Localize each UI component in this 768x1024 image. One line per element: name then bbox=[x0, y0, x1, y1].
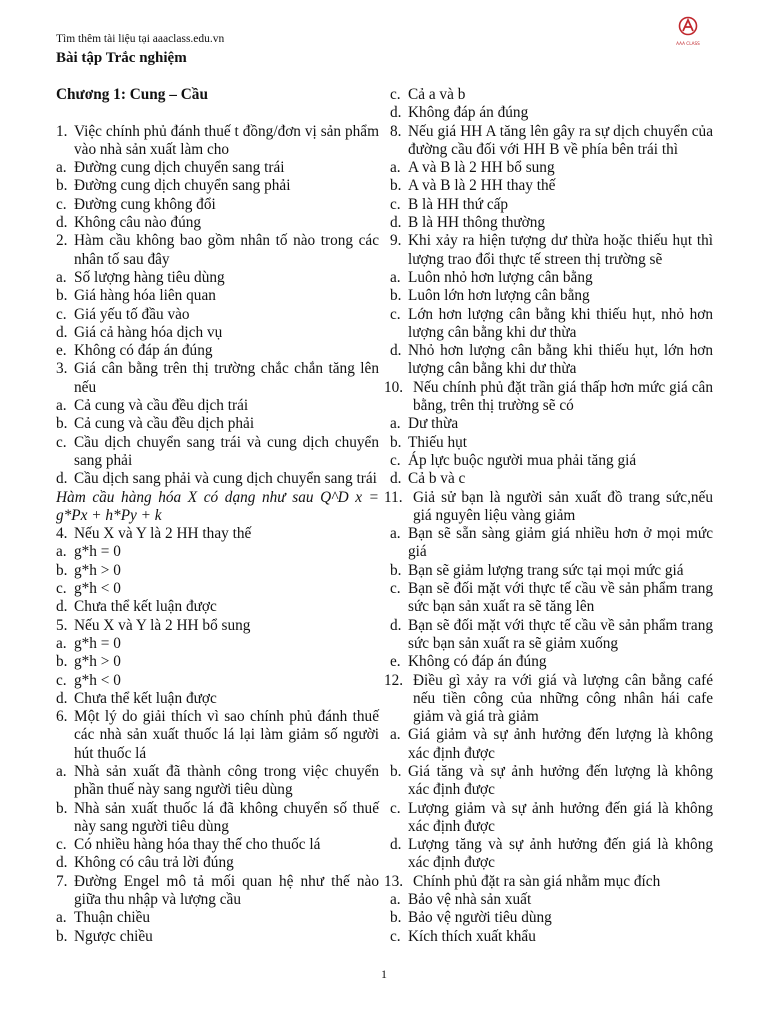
question-6-option-d: d. Không có câu trả lời đúng bbox=[56, 854, 234, 872]
question-2-option-d: d. Giá cả hàng hóa dịch vụ bbox=[56, 323, 223, 341]
question-2-option-b: b. Giá hàng hóa liên quan bbox=[56, 287, 216, 305]
question-2: 2. Hàm cầu không bao gồm nhân tố nào trong các nhân tố sau đây bbox=[56, 232, 379, 268]
question-7-option-b: b. Ngược chiều bbox=[56, 927, 153, 945]
question-7-option-d: d. Không đáp án đúng bbox=[390, 104, 529, 122]
question-3: 3. Giá cân bằng trên thị trường chắc chắn tăng lên nếu bbox=[56, 360, 379, 396]
question-7-option-a: a. Thuận chiều bbox=[56, 909, 151, 927]
question-8-option-b: b. A và B là 2 HH thay thế bbox=[390, 177, 556, 195]
question-1-option-c: c. Đường cung không đổi bbox=[56, 195, 216, 213]
question-12-option-d: d. Lượng tăng và sự ảnh hưởng đến giá là không xác định được bbox=[390, 836, 713, 872]
question-13: 13. Chính phủ đặt ra sàn giá nhằm mục đích bbox=[384, 872, 661, 890]
question-8-option-c: c. B là HH thứ cấp bbox=[390, 195, 509, 213]
question-10-option-d: d. Cả b và c bbox=[390, 470, 466, 488]
question-4-option-c: c. g*h < 0 bbox=[56, 580, 121, 598]
question-11-option-b: b. Bạn sẽ giảm lượng trang sức tại mọi mức giá bbox=[390, 561, 684, 579]
question-2-option-e: e. Không có đáp án đúng bbox=[56, 342, 213, 360]
question-1-option-d: d. Không câu nào đúng bbox=[56, 214, 202, 232]
question-6-option-c: c. Có nhiều hàng hóa thay thế cho thuốc lá bbox=[56, 836, 321, 854]
question-5-option-a: a. g*h = 0 bbox=[56, 634, 121, 652]
question-11-option-a: a. Bạn sẽ sẵn sàng giảm giá nhiều hơn ở mọi mức giá bbox=[390, 525, 713, 561]
question-4: 4. Nếu X và Y là 2 HH thay thế bbox=[56, 525, 252, 543]
question-13-option-c: c. Kích thích xuất khẩu bbox=[390, 927, 536, 945]
question-1-option-b: b. Đường cung dịch chuyển sang phải bbox=[56, 177, 291, 195]
aaa-class-logo bbox=[676, 16, 700, 48]
question-6-option-a: a. Nhà sản xuất đã thành công trong việc chuyển phần thuế này sang người tiêu dùng bbox=[56, 762, 379, 799]
question-9-option-c: c. Lớn hơn lượng cân bằng khi thiếu hụt, nhỏ hơn lượng cân bằng khi dư thừa bbox=[390, 305, 713, 341]
header-source-note: Tìm thêm tài liệu tại aaaclass.edu.vn bbox=[56, 33, 225, 45]
question-7: 7. Đường Engel mô tả mối quan hệ như thế nào giữa thu nhập và lượng cầu bbox=[56, 872, 379, 909]
question-5-option-c: c. g*h < 0 bbox=[56, 671, 121, 689]
question-12-option-c: c. Lượng giảm và sự ảnh hưởng đến giá là không xác định được bbox=[390, 799, 713, 835]
question-7-option-c: c. Cả a và b bbox=[390, 86, 466, 103]
question-3-option-b: b. Cả cung và cầu đều dịch phải bbox=[56, 415, 255, 433]
question-13-option-b: b. Bảo vệ người tiêu dùng bbox=[390, 909, 552, 927]
question-4-option-a: a. g*h = 0 bbox=[56, 543, 121, 561]
question-3-option-a: a. Cả cung và cầu đều dịch trái bbox=[56, 397, 249, 415]
question-5-option-b: b. g*h > 0 bbox=[56, 653, 121, 671]
question-6: 6. Một lý do giải thích vì sao chính phủ đánh thuế các nhà sản xuất thuốc lá lại làm giảm số người hút thuốc lá bbox=[56, 708, 379, 762]
question-10-option-b: b. Thiếu hụt bbox=[390, 433, 468, 451]
chapter-title: Chương 1: Cung – Cầu bbox=[56, 86, 208, 103]
question-11-option-d: d. Bạn sẽ đối mặt với thực tế cầu về sản phẩm trang sức bạn sản xuất ra sẽ giảm xuống bbox=[390, 616, 713, 652]
question-5-option-d: d. Chưa thể kết luận được bbox=[56, 689, 217, 707]
question-8-option-d: d. B là HH thông thường bbox=[390, 214, 546, 232]
demand-function-formula: Hàm cầu hàng hóa X có dạng như sau Q^D x = g*Px + h*Py + k bbox=[56, 488, 379, 524]
document-title: Bài tập Trắc nghiệm bbox=[56, 50, 187, 66]
question-9-option-d: d. Nhỏ hơn lượng cân bằng khi thiếu hụt, lớn hơn lượng cân bằng khi dư thừa bbox=[390, 342, 713, 378]
page-number: 1 bbox=[381, 967, 387, 981]
question-12: 12. Điều gì xảy ra với giá và lượng cân bằng café nếu tiền công của những công nhân hái cafe giảm và giá trà giảm bbox=[384, 671, 713, 726]
question-1: 1. Việc chính phủ đánh thuế t đồng/đơn vị sản phẩm vào nhà sản xuất làm cho bbox=[56, 122, 379, 158]
question-1-option-a: a. Đường cung dịch chuyển sang trái bbox=[56, 159, 285, 177]
question-2-option-c: c. Giá yếu tố đầu vào bbox=[56, 305, 190, 323]
question-4-option-d: d. Chưa thể kết luận được bbox=[56, 598, 217, 616]
question-11: 11. Giả sử bạn là người sản xuất đồ trang sức,nếu giá nguyên liệu vàng giảm bbox=[384, 488, 713, 524]
question-5: 5. Nếu X và Y là 2 HH bổ sung bbox=[56, 616, 251, 634]
question-3-option-c: c. Cầu dịch chuyển sang trái và cung dịch chuyển sang phải bbox=[56, 433, 379, 469]
question-11-option-e: e. Không có đáp án đúng bbox=[390, 653, 547, 671]
question-8: 8. Nếu giá HH A tăng lên gây ra sự dịch chuyển của đường cầu đối với HH B về phía bên trái thì bbox=[390, 122, 713, 158]
svg-text:AAA CLASS: AAA CLASS bbox=[676, 41, 700, 46]
question-13-option-a: a. Bảo vệ nhà sản xuất bbox=[390, 891, 532, 909]
question-12-option-a: a. Giá giảm và sự ảnh hưởng đến lượng là không xác định được bbox=[390, 726, 713, 762]
question-9-option-b: b. Luôn lớn hơn lượng cân bằng bbox=[390, 287, 590, 305]
right-column bbox=[384, 86, 713, 946]
question-10-option-c: c. Áp lực buộc người mua phải tăng giá bbox=[390, 451, 637, 469]
question-11-option-c: c. Bạn sẽ đối mặt với thực tế cầu về sản phẩm trang sức bạn sản xuất ra sẽ tăng lên bbox=[390, 580, 713, 616]
question-10: 10. Nếu chính phủ đặt trần giá thấp hơn mức giá cân bằng, trên thị trường sẽ có bbox=[384, 378, 713, 415]
left-column bbox=[56, 86, 379, 946]
question-12-option-b: b. Giá tăng và sự ảnh hưởng đến lượng là không xác định được bbox=[390, 762, 713, 799]
question-3-option-d: d. Cầu dịch sang phải và cung dịch chuyển sang trái bbox=[56, 470, 377, 488]
question-9: 9. Khi xảy ra hiện tượng dư thừa hoặc thiếu hụt thì lượng trao đổi thực tế streen thị trường sẽ bbox=[390, 232, 713, 268]
question-2-option-a: a. Số lượng hàng tiêu dùng bbox=[56, 268, 225, 286]
question-4-option-b: b. g*h > 0 bbox=[56, 561, 121, 579]
question-8-option-a: a. A và B là 2 HH bổ sung bbox=[390, 159, 555, 177]
question-10-option-a: a. Dư thừa bbox=[390, 415, 459, 433]
question-9-option-a: a. Luôn nhỏ hơn lượng cân bằng bbox=[390, 268, 593, 286]
question-6-option-b: b. Nhà sản xuất thuốc lá đã không chuyển số thuế này sang người tiêu dùng bbox=[56, 799, 379, 835]
